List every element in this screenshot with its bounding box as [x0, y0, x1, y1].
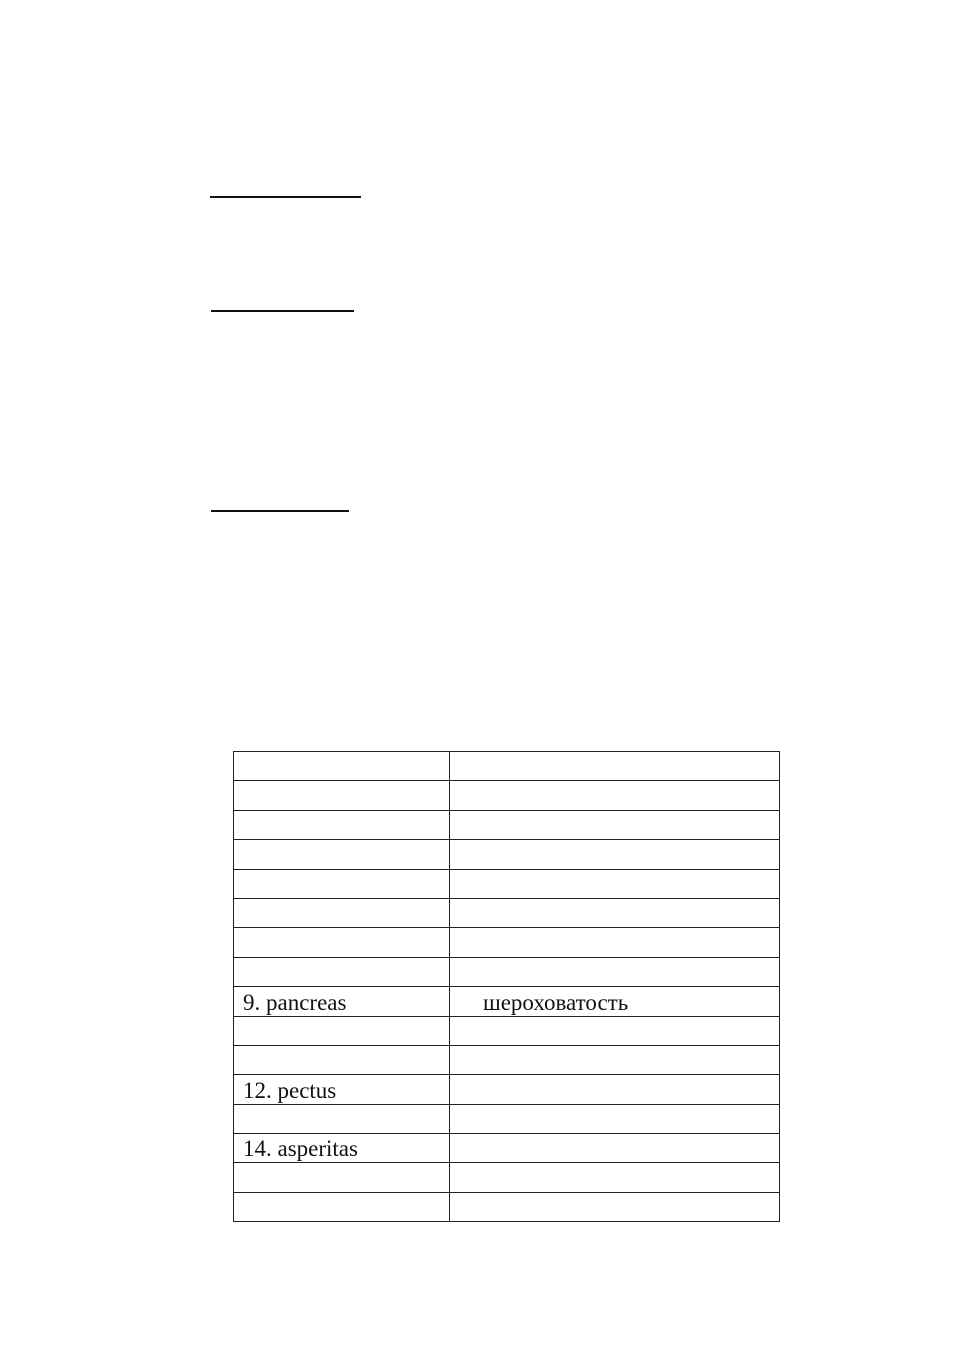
translation-cell [450, 752, 780, 781]
latin-term-cell [234, 1192, 450, 1221]
translation-cell [450, 1075, 780, 1104]
answer-blank-line [210, 196, 361, 198]
latin-term-cell [234, 1016, 450, 1045]
vocabulary-table-body [234, 752, 780, 1222]
latin-term-cell [234, 810, 450, 839]
latin-term-cell [234, 840, 450, 869]
latin-term-cell [234, 869, 450, 898]
translation-cell [450, 1016, 780, 1045]
latin-term-cell: 12. pectus [234, 1075, 450, 1104]
translation-cell [450, 928, 780, 957]
latin-term-cell [234, 1163, 450, 1192]
translation-cell [450, 1045, 780, 1074]
translation-cell [450, 781, 780, 810]
latin-term-cell [234, 957, 450, 986]
translation-cell: шероховатость [450, 987, 780, 1016]
table-row [234, 781, 780, 810]
translation-cell [450, 898, 780, 927]
latin-term-cell [234, 1045, 450, 1074]
table-row [234, 1045, 780, 1074]
translation-cell [450, 810, 780, 839]
table-row [234, 840, 780, 869]
table-row [234, 1192, 780, 1221]
table-row [234, 1163, 780, 1192]
translation-cell [450, 1134, 780, 1163]
translation-cell [450, 1192, 780, 1221]
answer-blank-line [211, 310, 354, 312]
table-row [234, 752, 780, 781]
table-row [234, 957, 780, 986]
latin-term-cell [234, 752, 450, 781]
latin-term-cell: 14. asperitas [234, 1134, 450, 1163]
table-row [234, 869, 780, 898]
table-row [234, 1016, 780, 1045]
latin-term-cell [234, 928, 450, 957]
table-row [234, 898, 780, 927]
table-row [234, 1075, 780, 1104]
latin-term-cell [234, 1104, 450, 1133]
translation-cell [450, 869, 780, 898]
translation-cell [450, 840, 780, 869]
table-row [234, 1104, 780, 1133]
table-row [234, 987, 780, 1016]
latin-term-cell [234, 781, 450, 810]
table-row [234, 810, 780, 839]
latin-term-cell [234, 898, 450, 927]
table-row [234, 1134, 780, 1163]
vocabulary-table [233, 751, 780, 1222]
latin-term-cell: 9. pancreas [234, 987, 450, 1016]
translation-cell [450, 1104, 780, 1133]
translation-cell [450, 957, 780, 986]
answer-blank-line [211, 510, 349, 512]
table-row [234, 928, 780, 957]
translation-cell [450, 1163, 780, 1192]
